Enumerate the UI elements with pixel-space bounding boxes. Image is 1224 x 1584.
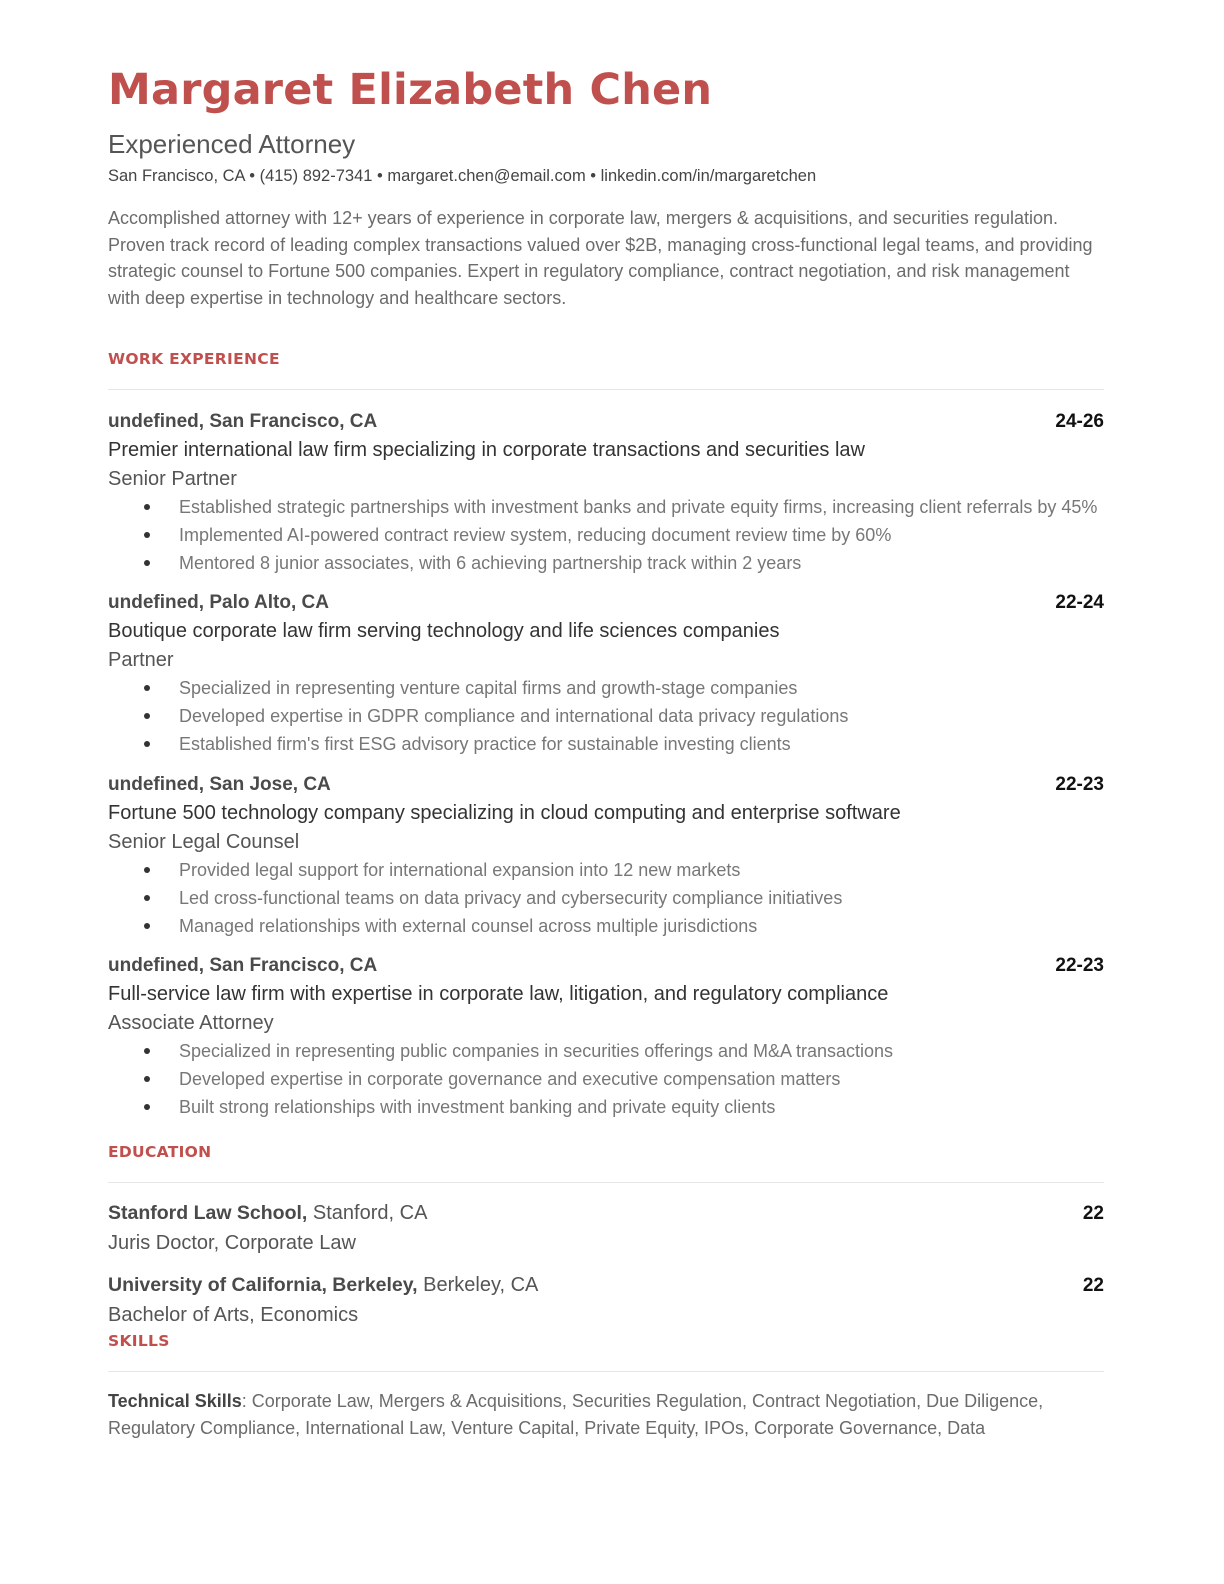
- skills-line: [108, 1388, 1104, 1442]
- education-entry: [108, 1271, 1104, 1330]
- job-role: Associate Attorney: [108, 1012, 274, 1035]
- job-company: undefined, Palo Alto, CA: [108, 592, 329, 614]
- job-company-description: Premier international law firm specializing in corporate transactions and securities law: [108, 438, 866, 461]
- education-list: [108, 1199, 1104, 1330]
- job-bullet: Specialized in representing venture capital firms and growth-stage companies: [179, 675, 1104, 702]
- job-bullet: Led cross-functional teams on data privacy and cybersecurity compliance initiatives: [179, 885, 1104, 912]
- job-dates: 22-24: [1055, 592, 1104, 614]
- job-entry: [108, 407, 1104, 577]
- school-name: University of California, Berkeley,: [108, 1273, 418, 1296]
- job-role: Senior Partner: [108, 467, 237, 490]
- section-divider: [108, 1371, 1104, 1372]
- job-company-description: Boutique corporate law firm serving technology and life sciences companies: [108, 620, 780, 643]
- skills-list: : Corporate Law, Mergers & Acquisitions, Securities Regulation, Contract Negotiation, Due Diligence, Regulatory Compliance, International Law, Venture Capital, Private Equity, IPOs, Corporate Governance, Data: [108, 1390, 1044, 1438]
- job-bullets: [108, 1038, 1104, 1121]
- skills-label: Technical Skills: [108, 1390, 242, 1411]
- job-company-description: Fortune 500 technology company specializing in cloud computing and enterprise software: [108, 801, 901, 824]
- contact-line: San Francisco, CA • (415) 892-7341 • margaret.chen@email.com • linkedin.com/in/margaretchen: [108, 167, 817, 185]
- section-divider: [108, 389, 1104, 390]
- school-location: Stanford, CA: [307, 1201, 428, 1224]
- job-role: Partner: [108, 649, 174, 672]
- job-bullet: Developed expertise in corporate governance and executive compensation matters: [179, 1066, 1104, 1093]
- section-title-work-experience: WORK EXPERIENCE: [108, 349, 280, 368]
- job-bullet: Established firm's first ESG advisory practice for sustainable investing clients: [179, 731, 1104, 758]
- work-experience-list: [108, 407, 1104, 1121]
- section-title-education: EDUCATION: [108, 1142, 212, 1161]
- job-dates: 22-23: [1055, 955, 1104, 977]
- job-company: undefined, San Jose, CA: [108, 773, 331, 795]
- headline: Experienced Attorney: [108, 129, 356, 159]
- job-bullets: [108, 494, 1104, 577]
- job-company-description: Full-service law firm with expertise in corporate law, litigation, and regulatory compliance: [108, 983, 889, 1006]
- job-company: undefined, San Francisco, CA: [108, 955, 378, 977]
- job-bullets: [108, 857, 1104, 940]
- education-entry: [108, 1199, 1104, 1258]
- job-entry: [108, 951, 1104, 1121]
- education-year: 22: [1082, 1202, 1104, 1224]
- job-entry: [108, 588, 1104, 758]
- job-bullet: Provided legal support for international expansion into 12 new markets: [179, 857, 1104, 884]
- degree: Bachelor of Arts, Economics: [108, 1303, 359, 1326]
- job-bullets: [108, 675, 1104, 758]
- job-bullet: Developed expertise in GDPR compliance and international data privacy regulations: [179, 703, 1104, 730]
- job-bullet: Built strong relationships with investment banking and private equity clients: [179, 1094, 1104, 1121]
- section-divider: [108, 1182, 1104, 1183]
- education-year: 22: [1082, 1274, 1104, 1296]
- school-location: Berkeley, CA: [417, 1273, 539, 1296]
- job-dates: 24-26: [1055, 410, 1104, 432]
- job-bullet: Specialized in representing public companies in securities offerings and M&A transactions: [179, 1038, 1104, 1065]
- job-bullet: Mentored 8 junior associates, with 6 achieving partnership track within 2 years: [179, 550, 1104, 577]
- job-bullet: Established strategic partnerships with investment banks and private equity firms, increasing client referrals by 45%: [179, 494, 1104, 521]
- school-name: Stanford Law School,: [108, 1201, 308, 1224]
- job-role: Senior Legal Counsel: [108, 830, 300, 853]
- job-entry: [108, 770, 1104, 940]
- job-bullet: Managed relationships with external counsel across multiple jurisdictions: [179, 913, 1104, 940]
- job-bullet: Implemented AI-powered contract review system, reducing document review time by 60%: [179, 522, 1104, 549]
- section-title-skills: SKILLS: [108, 1331, 170, 1350]
- professional-summary: Accomplished attorney with 12+ years of experience in corporate law, mergers & acquisitions, and securities regulation. Proven track record of leading complex transactions valued over $2B, managing cross-functional legal teams, and providing strategic counsel to Fortune 500 companies. Expert in regulatory compliance, contract negotiation, and risk management with deep expertise in technology and healthcare sectors.: [108, 208, 1093, 309]
- degree: Juris Doctor, Corporate Law: [108, 1231, 356, 1254]
- job-dates: 22-23: [1055, 773, 1104, 795]
- candidate-name: Margaret Elizabeth Chen: [108, 65, 713, 115]
- job-company: undefined, San Francisco, CA: [108, 410, 378, 432]
